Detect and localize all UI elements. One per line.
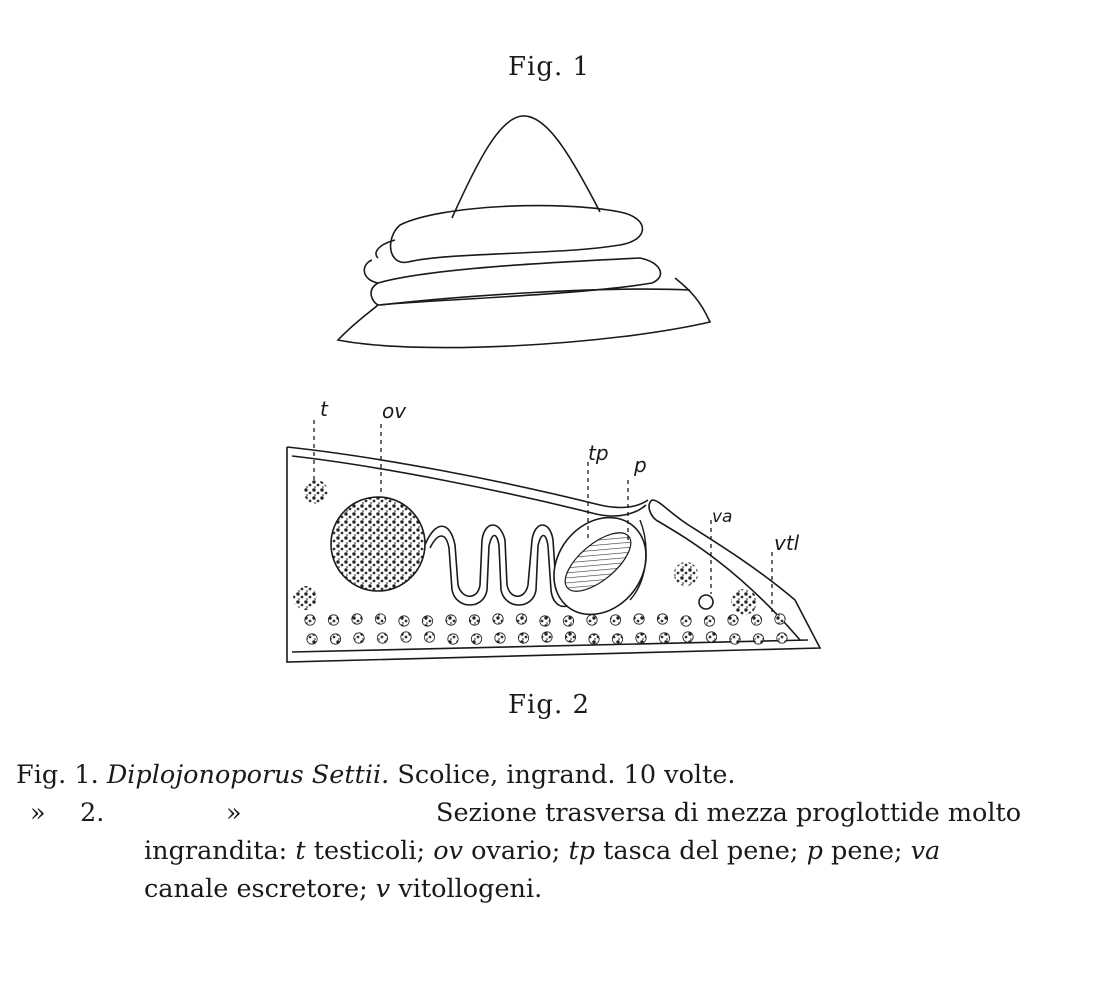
- def-canale-escretore: canale escretore;: [144, 874, 368, 904]
- figure-2-title: Fig. 2: [508, 690, 591, 720]
- testis-small-2: [293, 586, 317, 610]
- caption-species-name: Diplojonoporus Settii.: [106, 760, 390, 790]
- vitellaria-follicle: [493, 614, 503, 624]
- ovary: [331, 497, 425, 591]
- figure-1-title: Fig. 1: [508, 52, 591, 82]
- def-pene: pene;: [831, 836, 903, 866]
- vitellaria-follicle: [469, 615, 479, 625]
- label-va: va: [712, 507, 733, 527]
- caption-line-3: [144, 833, 940, 869]
- vitellaria-follicle: [706, 632, 716, 642]
- abbr-va: va: [910, 836, 941, 866]
- vitellaria-follicle: [307, 634, 317, 644]
- vitellaria-follicle: [610, 615, 620, 625]
- caption-line-4: [144, 871, 542, 907]
- def-tasca-del-pene: tasca del pene;: [603, 836, 799, 866]
- vitellaria-follicle: [542, 632, 552, 642]
- caption-ingrandita: ingrandita:: [144, 836, 288, 866]
- vitellaria-follicle: [518, 633, 528, 643]
- vitellaria-follicle: [328, 615, 338, 625]
- vitellaria-follicle: [704, 616, 714, 626]
- label-t: t: [320, 397, 328, 421]
- label-vtl: vtl: [774, 531, 800, 555]
- abbr-p: p: [806, 836, 823, 866]
- vitellaria-follicle: [589, 634, 599, 644]
- vitellaria-follicle: [375, 614, 385, 624]
- label-tp: tp: [588, 441, 609, 465]
- vitellaria-follicle: [777, 633, 787, 643]
- vitellaria-follicle: [446, 615, 456, 625]
- caption-ditto-mark-2: »: [226, 798, 242, 828]
- vitellaria-mass-2: [731, 589, 757, 615]
- vitellaria-follicle: [775, 614, 785, 624]
- vitellaria-follicle: [753, 634, 763, 644]
- abbr-ov: ov: [433, 836, 463, 866]
- vitellaria-follicle: [495, 633, 505, 643]
- vitellaria-follicle: [587, 615, 597, 625]
- vitellaria-follicle: [448, 634, 458, 644]
- scolex-drawing: [338, 116, 710, 348]
- testis-small: [304, 480, 328, 504]
- caption-fig2-number: 2.: [80, 798, 105, 828]
- caption-fig1-prefix: Fig. 1.: [16, 760, 99, 790]
- vitellaria-follicle: [751, 615, 761, 625]
- vitellaria-follicle: [516, 614, 526, 624]
- vitellaria-follicle: [636, 633, 646, 643]
- vitellaria-follicle: [728, 615, 738, 625]
- vitellaria-mass-1: [674, 562, 698, 586]
- vitellaria-follicle: [424, 632, 434, 642]
- vitellaria-follicle: [377, 633, 387, 643]
- vitellaria-follicle: [330, 634, 340, 644]
- def-vitollogeni: vitollogeni.: [398, 874, 543, 904]
- label-ov: ov: [382, 399, 407, 423]
- abbr-v: v: [375, 874, 391, 904]
- caption-fig2-text: Sezione trasversa di mezza proglottide molto: [436, 798, 1022, 828]
- def-ovario: ovario;: [471, 836, 561, 866]
- vitellaria-follicle: [399, 616, 409, 626]
- abbr-t: t: [295, 836, 306, 866]
- vitellaria-follicle: [352, 614, 362, 624]
- caption-ditto-mark-1: »: [30, 798, 46, 828]
- vitellaria-follicle: [612, 634, 622, 644]
- caption-line-2: [30, 795, 1021, 831]
- abbr-tp: tp: [568, 836, 596, 866]
- vitellaria-follicle: [540, 616, 550, 626]
- label-p: p: [634, 453, 647, 477]
- vitellaria-follicle: [422, 616, 432, 626]
- vitellaria-follicle: [657, 614, 667, 624]
- vitellaria-follicle: [683, 632, 693, 642]
- caption-fig1-text: Scolice, ingrand. 10 volte.: [397, 760, 736, 790]
- excretory-canal: [699, 595, 713, 609]
- def-testicoli: testicoli;: [313, 836, 426, 866]
- vitellaria-follicle: [401, 632, 411, 642]
- vitellaria-follicle: [634, 614, 644, 624]
- vitellaria-follicle: [565, 632, 575, 642]
- vitellaria-follicle: [730, 634, 740, 644]
- vitellaria-follicle: [471, 634, 481, 644]
- vitellaria-follicle: [681, 616, 691, 626]
- vitellaria-follicle: [659, 633, 669, 643]
- vitellaria-follicle: [563, 616, 573, 626]
- caption-line-1: [16, 757, 736, 793]
- vitellaria-rows: [305, 614, 787, 644]
- vitellaria-follicle: [354, 633, 364, 643]
- vitellaria-follicle: [305, 615, 315, 625]
